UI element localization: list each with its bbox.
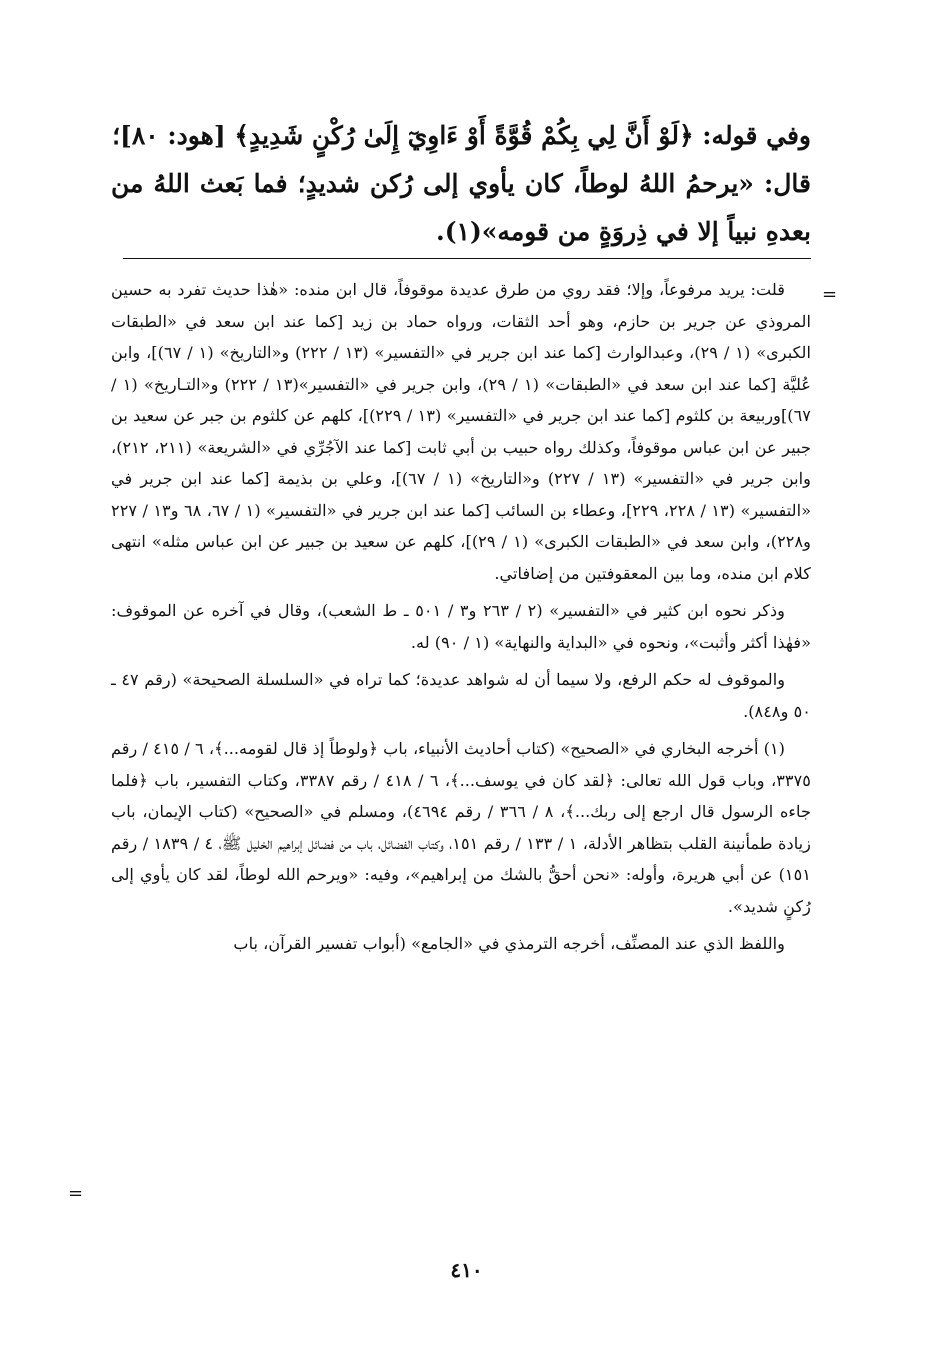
note-paragraph-1: قلت: يريد مرفوعاً، وإلا؛ فقد روي من طرق عديدة موقوفاً، قال ابن منده: «هٰذا حديث تفرد به حسين المروذي عن جرير بن حازم، وهو أحد الثقات، ورواه حماد بن زيد [كما عند ابن سعد في «الطبقات الكبرى» (١ / ٢٩)، وعبدالوارث [كما عند ابن جرير في «التفسير» (١٣ / ٢٢٢) و«التاريخ» (١ / ٦٧)]، وابن عُليَّة [كما عند ابن سعد في «الطبقات» (١ / ٢٩)، وابن جرير في «التفسير»(١٣ / ٢٢٢) و«التـاريخ» (١ / ٦٧)]وربيعة بن كلثوم [كما عند ابن جرير في «التفسير» (١٣ / ٢٢٩)]، كلهم عن كلثوم بن جبر عن سعيد بن جبير عن ابن عباس موقوفاً، وكذلك رواه حبيب بن أبي ثابت [كما عند الآجُرِّي في «الشريعة» (٢١١، ٢١٢)، وابن جرير في «التفسير» (١٣ / ٢٢٧) و«التاريخ» (١ / ٦٧)]، وعلي بن بذيمة [كما عند ابن جرير في «التفسير» (١٣ / ٢٢٨، ٢٢٩]، وعطاء بن السائب [كما عند ابن جرير في «التفسير» (١ / ٦٧، ٦٨ و١٣ / ٢٢٧ و٢٢٨)، وابن سعد في «الطبقات الكبرى» (١ / ٢٩)]، كلهم عن سعيد بن جبير عن ابن عباس مثله» انتهى كلام ابن منده، وما بين المعقوفتين من إضافاتي. (111, 280, 812, 583)
page-number: ٤١٠ (450, 1258, 483, 1282)
note-paragraph-2: وذكر نحوه ابن كثير في «التفسير» (٢ / ٢٦٣ و٣ / ٥٠١ ـ ط الشعب)، وقال في آخره عن الموقوف: «فهٰذا أكثر وأثبت»، ونحوه في «البداية والنهاية» (١ / ٩٠) له. (111, 601, 811, 652)
verse-line: وفي قوله: ﴿لَوْ أَنَّ لِي بِكُمْ قُوَّةً أَوْ ءَاوِيٓ إِلَىٰ رُكْنٍ شَدِيدٍ﴾ [هود: ٨٠]؛ (112, 121, 811, 150)
footnote-1: (١) أخرجه البخاري في «الصحيح» (كتاب أحاديث الأنبياء، باب ﴿ولوطاً إذ قال لقومه...﴾، ٦ / ٤١٥ / رقم ٣٣٧٥، وباب قول الله تعالى: ﴿لقد كان في يوسف...﴾، ٦ / ٤١٨ / رقم ٣٣٨٧، وكتاب التفسير، باب ﴿فلما جاءه الرسول قال ارجع إلى ربك...﴾، ٨ / ٣٦٦ / رقم ٤٦٩٤)، ومسلم في «الصحيح» (كتاب الإيمان، باب زيادة طمأنينة القلب بتظاهر الأدلة، ١ / ١٣٣ / رقم ١٥١، وكتاب الفضائل، باب من فضائل إبراهيم الخليل ﷺ، ٤ / ١٨٣٩ / رقم ١٥١) عن أبي هريرة، وأوله: «نحن أحقُّ بالشك من إبراهيم»، وفيه: «ويرحم الله لوطاً، لقد كان يأوي إلى رُكنٍ شديد». (111, 739, 811, 916)
continuation-marker-bottom: = (68, 1183, 84, 1204)
hadith-line: قال: «يرحمُ اللهُ لوطاً، كان يأوي إلى رُكن شديدٍ؛ فما بَعث اللهُ من بعدهِ نبياً إلا في ذِروَةٍ من قومه»(١). (111, 169, 811, 246)
footnotes-section (111, 274, 811, 962)
footnote-divider (123, 258, 811, 259)
note-paragraph-4: واللفظ الذي عند المصنِّف، أخرجه الترمذي في «الجامع» (أبواب تفسير القرآن، باب (233, 934, 785, 953)
main-text (111, 112, 811, 256)
continuation-marker-top: = (822, 284, 838, 305)
note-paragraph-3: والموقوف له حكم الرفع، ولا سيما أن له شواهد عديدة؛ كما تراه في «السلسلة الصحيحة» (رقم ٤٧ ـ ٥٠ و٨٤٨). (111, 670, 811, 721)
